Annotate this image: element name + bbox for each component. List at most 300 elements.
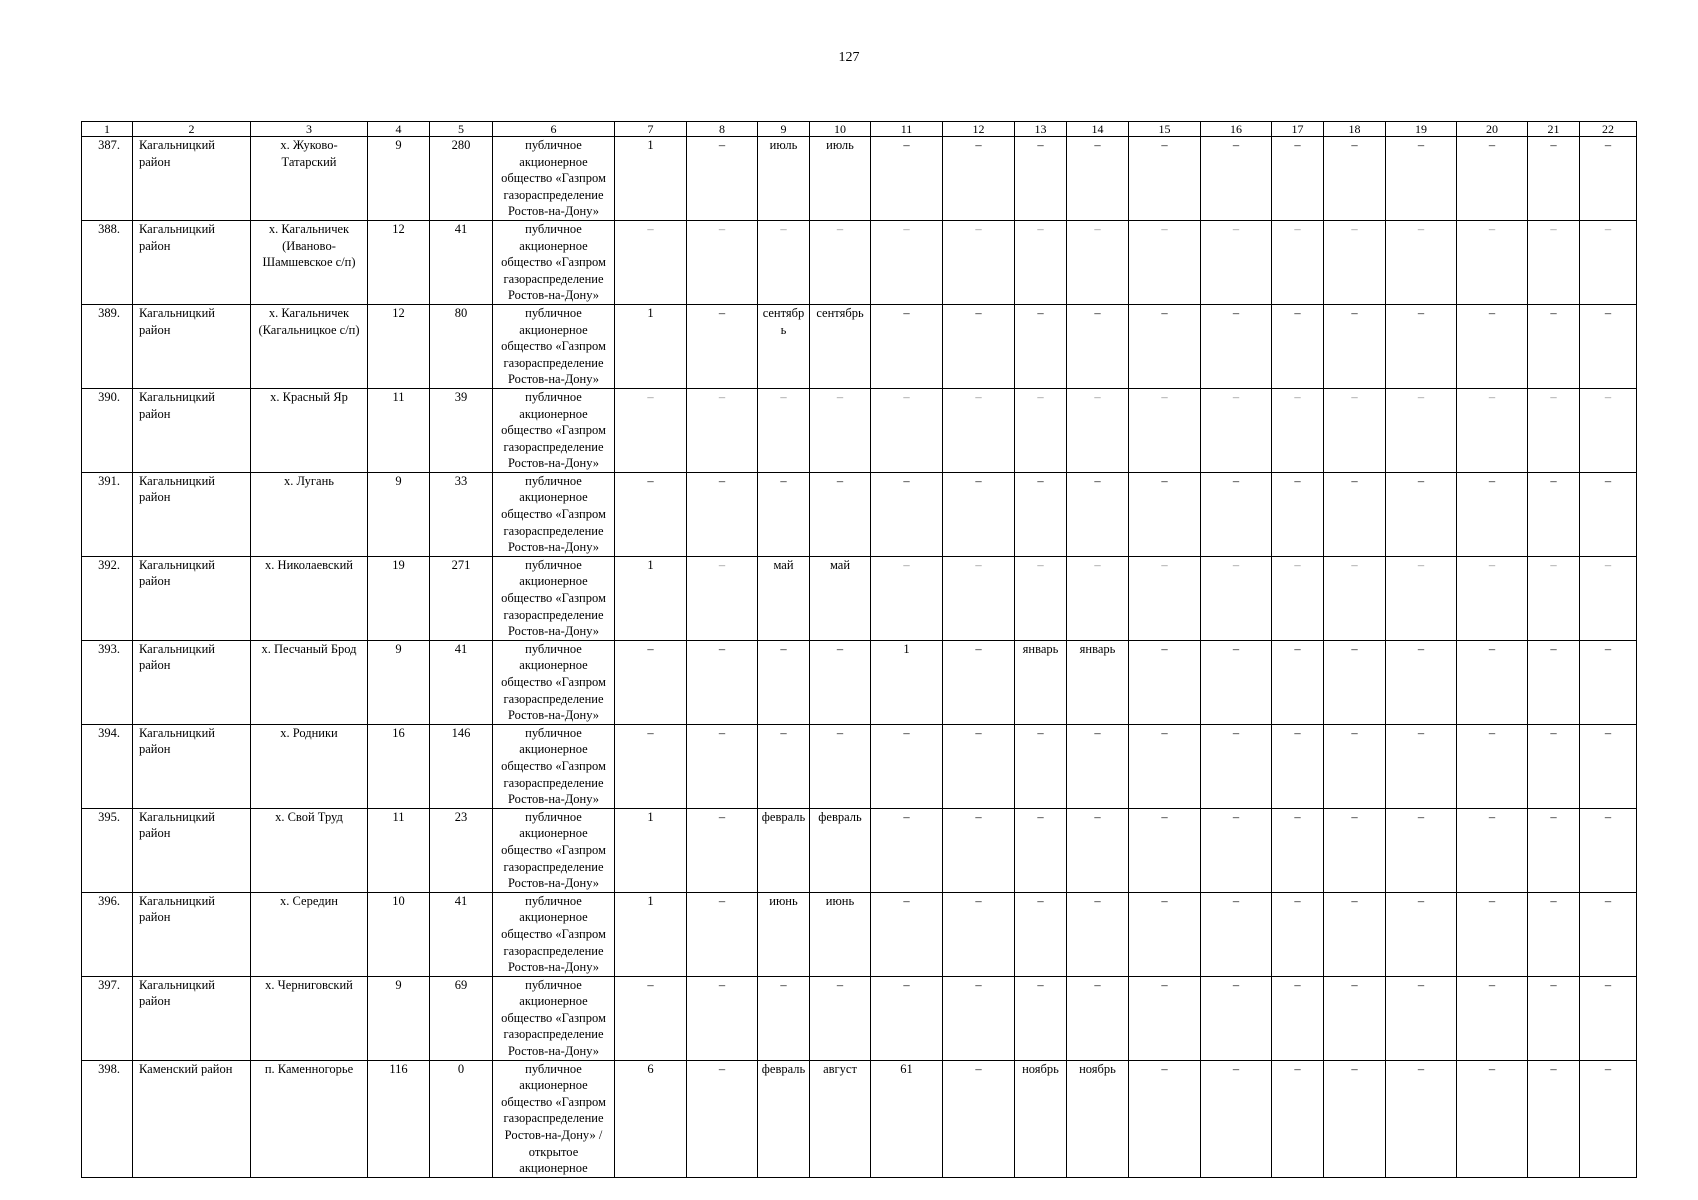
table-cell-col-7: 1 [615, 137, 687, 221]
table-cell-col-1: 395. [82, 808, 133, 892]
table-cell-col-10: – [810, 472, 871, 556]
table-cell-col-20: – [1457, 472, 1528, 556]
table-cell-col-14: – [1067, 220, 1129, 304]
table-cell-col-6: публичное акционерное общество «Газпром газораспределение Ростов-на-Дону» / открытое акционерное [493, 1060, 615, 1177]
table-cell-col-3: х. Середин [251, 892, 368, 976]
table-cell-col-11: – [871, 892, 943, 976]
table-cell-col-21: – [1528, 472, 1580, 556]
column-header-13: 13 [1015, 122, 1067, 137]
table-cell-col-5: 41 [430, 220, 493, 304]
table-cell-col-13: ноябрь [1015, 1060, 1067, 1177]
table-cell-col-6: публичное акционерное общество «Газпром газораспределение Ростов-на-Дону» [493, 640, 615, 724]
table-cell-col-21: – [1528, 304, 1580, 388]
table-cell-col-10: – [810, 976, 871, 1060]
table-cell-col-9: февраль [758, 808, 810, 892]
table-cell-col-20: – [1457, 1060, 1528, 1177]
table-cell-col-10: – [810, 724, 871, 808]
table-cell-col-9: – [758, 472, 810, 556]
table-cell-col-18: – [1324, 640, 1386, 724]
table-cell-col-7: – [615, 220, 687, 304]
table-cell-col-14: ноябрь [1067, 1060, 1129, 1177]
table-cell-col-5: 0 [430, 1060, 493, 1177]
table-cell-col-12: – [943, 1060, 1015, 1177]
table-cell-col-16: – [1201, 724, 1272, 808]
table-cell-col-14: – [1067, 137, 1129, 221]
table-cell-col-16: – [1201, 304, 1272, 388]
table-cell-col-3: х. Жуково-Татарский [251, 137, 368, 221]
column-header-11: 11 [871, 122, 943, 137]
table-row [82, 137, 1637, 221]
table-cell-col-9: май [758, 556, 810, 640]
table-cell-col-6: публичное акционерное общество «Газпром газораспределение Ростов-на-Дону» [493, 724, 615, 808]
column-header-5: 5 [430, 122, 493, 137]
table-cell-col-20: – [1457, 892, 1528, 976]
table-cell-col-8: – [687, 220, 758, 304]
table-cell-col-2: Кагальницкий район [133, 808, 251, 892]
column-header-10: 10 [810, 122, 871, 137]
table-cell-col-3: х. Свой Труд [251, 808, 368, 892]
table-cell-col-12: – [943, 304, 1015, 388]
table-cell-col-14: – [1067, 556, 1129, 640]
table-cell-col-2: Кагальницкий район [133, 388, 251, 472]
table-cell-col-17: – [1272, 976, 1324, 1060]
table-cell-col-8: – [687, 556, 758, 640]
table-cell-col-3: х. Красный Яр [251, 388, 368, 472]
table-cell-col-12: – [943, 640, 1015, 724]
table-row [82, 976, 1637, 1060]
table-cell-col-17: – [1272, 892, 1324, 976]
column-header-12: 12 [943, 122, 1015, 137]
table-cell-col-16: – [1201, 976, 1272, 1060]
table-cell-col-19: – [1386, 808, 1457, 892]
column-header-22: 22 [1580, 122, 1637, 137]
table-cell-col-12: – [943, 556, 1015, 640]
table-cell-col-8: – [687, 472, 758, 556]
table-cell-col-2: Кагальницкий район [133, 640, 251, 724]
table-cell-col-17: – [1272, 220, 1324, 304]
table-cell-col-9: сентябрь [758, 304, 810, 388]
table-cell-col-14: – [1067, 724, 1129, 808]
table-cell-col-9: – [758, 220, 810, 304]
table-cell-col-13: – [1015, 556, 1067, 640]
table-cell-col-12: – [943, 472, 1015, 556]
table-cell-col-22: – [1580, 1060, 1637, 1177]
table-cell-col-3: х. Песчаный Брод [251, 640, 368, 724]
column-header-6: 6 [493, 122, 615, 137]
table-row [82, 556, 1637, 640]
table-cell-col-12: – [943, 388, 1015, 472]
table-cell-col-10: май [810, 556, 871, 640]
table-cell-col-21: – [1528, 1060, 1580, 1177]
table-cell-col-14: январь [1067, 640, 1129, 724]
table-cell-col-1: 396. [82, 892, 133, 976]
table-cell-col-17: – [1272, 640, 1324, 724]
table-cell-col-17: – [1272, 304, 1324, 388]
table-cell-col-17: – [1272, 137, 1324, 221]
page-number: 127 [838, 50, 860, 65]
table-cell-col-3: х. Родники [251, 724, 368, 808]
table-cell-col-5: 271 [430, 556, 493, 640]
table-cell-col-17: – [1272, 556, 1324, 640]
table-cell-col-6: публичное акционерное общество «Газпром газораспределение Ростов-на-Дону» [493, 304, 615, 388]
table-cell-col-19: – [1386, 220, 1457, 304]
table-row [82, 220, 1637, 304]
table-cell-col-21: – [1528, 137, 1580, 221]
table-cell-col-10: февраль [810, 808, 871, 892]
table-cell-col-19: – [1386, 137, 1457, 221]
table-cell-col-3: х. Николаевский [251, 556, 368, 640]
table-cell-col-14: – [1067, 976, 1129, 1060]
column-header-17: 17 [1272, 122, 1324, 137]
table-cell-col-11: – [871, 724, 943, 808]
table-cell-col-9: – [758, 976, 810, 1060]
table-cell-col-12: – [943, 220, 1015, 304]
table-cell-col-22: – [1580, 976, 1637, 1060]
table-cell-col-16: – [1201, 472, 1272, 556]
table-cell-col-19: – [1386, 976, 1457, 1060]
table-cell-col-7: – [615, 640, 687, 724]
table-cell-col-3: х. Черниговский [251, 976, 368, 1060]
table-cell-col-21: – [1528, 556, 1580, 640]
column-header-21: 21 [1528, 122, 1580, 137]
table-cell-col-4: 9 [368, 472, 430, 556]
table-cell-col-15: – [1129, 388, 1201, 472]
table-cell-col-15: – [1129, 304, 1201, 388]
table-cell-col-12: – [943, 808, 1015, 892]
table-cell-col-19: – [1386, 1060, 1457, 1177]
table-cell-col-2: Кагальницкий район [133, 472, 251, 556]
table-cell-col-10: август [810, 1060, 871, 1177]
table-cell-col-3: х. Кагальничек (Кагальницкое с/п) [251, 304, 368, 388]
table-cell-col-15: – [1129, 1060, 1201, 1177]
table-cell-col-5: 33 [430, 472, 493, 556]
table-cell-col-13: – [1015, 472, 1067, 556]
table-cell-col-7: – [615, 472, 687, 556]
table-cell-col-21: – [1528, 640, 1580, 724]
table-cell-col-20: – [1457, 388, 1528, 472]
table-cell-col-21: – [1528, 976, 1580, 1060]
table-cell-col-7: 1 [615, 808, 687, 892]
table-cell-col-13: – [1015, 304, 1067, 388]
table-cell-col-5: 69 [430, 976, 493, 1060]
table-cell-col-18: – [1324, 388, 1386, 472]
table-cell-col-12: – [943, 724, 1015, 808]
table-cell-col-18: – [1324, 304, 1386, 388]
table-cell-col-5: 23 [430, 808, 493, 892]
table-cell-col-5: 41 [430, 892, 493, 976]
table-cell-col-2: Кагальницкий район [133, 976, 251, 1060]
table-cell-col-10: – [810, 640, 871, 724]
table-cell-col-21: – [1528, 388, 1580, 472]
table-cell-col-16: – [1201, 640, 1272, 724]
table-cell-col-7: – [615, 724, 687, 808]
table-cell-col-15: – [1129, 472, 1201, 556]
table-cell-col-20: – [1457, 220, 1528, 304]
table-cell-col-1: 397. [82, 976, 133, 1060]
table-cell-col-13: – [1015, 808, 1067, 892]
table-cell-col-4: 16 [368, 724, 430, 808]
table-cell-col-20: – [1457, 304, 1528, 388]
table-cell-col-4: 116 [368, 1060, 430, 1177]
table-cell-col-11: 61 [871, 1060, 943, 1177]
table-cell-col-19: – [1386, 724, 1457, 808]
table-cell-col-12: – [943, 892, 1015, 976]
column-header-19: 19 [1386, 122, 1457, 137]
table-cell-col-1: 389. [82, 304, 133, 388]
table-cell-col-8: – [687, 388, 758, 472]
table-cell-col-8: – [687, 892, 758, 976]
table-body [82, 137, 1637, 1178]
table-cell-col-14: – [1067, 304, 1129, 388]
table-cell-col-16: – [1201, 388, 1272, 472]
table-cell-col-16: – [1201, 137, 1272, 221]
table-cell-col-8: – [687, 640, 758, 724]
table-cell-col-9: – [758, 724, 810, 808]
table-cell-col-15: – [1129, 220, 1201, 304]
table-cell-col-3: п. Каменногорье [251, 1060, 368, 1177]
table-cell-col-16: – [1201, 556, 1272, 640]
table-cell-col-11: – [871, 137, 943, 221]
gasification-table [81, 121, 1637, 1178]
table-cell-col-12: – [943, 137, 1015, 221]
table-cell-col-15: – [1129, 976, 1201, 1060]
table-cell-col-10: – [810, 220, 871, 304]
table-cell-col-7: – [615, 976, 687, 1060]
table-cell-col-14: – [1067, 808, 1129, 892]
table-cell-col-18: – [1324, 1060, 1386, 1177]
table-cell-col-17: – [1272, 1060, 1324, 1177]
table-cell-col-1: 394. [82, 724, 133, 808]
table-cell-col-2: Кагальницкий район [133, 220, 251, 304]
table-cell-col-20: – [1457, 976, 1528, 1060]
table-cell-col-4: 19 [368, 556, 430, 640]
table-cell-col-1: 391. [82, 472, 133, 556]
table-cell-col-16: – [1201, 808, 1272, 892]
table-row [82, 808, 1637, 892]
table-row [82, 388, 1637, 472]
table-cell-col-13: – [1015, 724, 1067, 808]
table-cell-col-8: – [687, 808, 758, 892]
table-cell-col-18: – [1324, 556, 1386, 640]
table-cell-col-21: – [1528, 808, 1580, 892]
table-cell-col-22: – [1580, 892, 1637, 976]
table-cell-col-16: – [1201, 1060, 1272, 1177]
table-cell-col-8: – [687, 724, 758, 808]
table-cell-col-18: – [1324, 472, 1386, 556]
table-cell-col-13: – [1015, 220, 1067, 304]
table-cell-col-11: – [871, 220, 943, 304]
table-cell-col-2: Каменский район [133, 1060, 251, 1177]
table-cell-col-2: Кагальницкий район [133, 892, 251, 976]
table-cell-col-11: – [871, 976, 943, 1060]
table-cell-col-16: – [1201, 220, 1272, 304]
table-cell-col-9: июль [758, 137, 810, 221]
table-cell-col-11: – [871, 556, 943, 640]
table-cell-col-11: – [871, 388, 943, 472]
table-cell-col-1: 387. [82, 137, 133, 221]
table-cell-col-5: 80 [430, 304, 493, 388]
table-cell-col-20: – [1457, 724, 1528, 808]
table-cell-col-19: – [1386, 640, 1457, 724]
table-cell-col-18: – [1324, 137, 1386, 221]
table-cell-col-6: публичное акционерное общество «Газпром газораспределение Ростов-на-Дону» [493, 808, 615, 892]
table-cell-col-17: – [1272, 724, 1324, 808]
table-cell-col-9: февраль [758, 1060, 810, 1177]
table-cell-col-8: – [687, 1060, 758, 1177]
table-cell-col-6: публичное акционерное общество «Газпром газораспределение Ростов-на-Дону» [493, 976, 615, 1060]
table-cell-col-1: 390. [82, 388, 133, 472]
table-cell-col-18: – [1324, 808, 1386, 892]
table-cell-col-10: июнь [810, 892, 871, 976]
table-cell-col-20: – [1457, 137, 1528, 221]
table-cell-col-19: – [1386, 304, 1457, 388]
table-cell-col-17: – [1272, 472, 1324, 556]
table-cell-col-6: публичное акционерное общество «Газпром газораспределение Ростов-на-Дону» [493, 472, 615, 556]
table-cell-col-1: 388. [82, 220, 133, 304]
table-cell-col-7: 6 [615, 1060, 687, 1177]
table-cell-col-5: 41 [430, 640, 493, 724]
table-cell-col-4: 9 [368, 137, 430, 221]
table-cell-col-17: – [1272, 388, 1324, 472]
table-cell-col-22: – [1580, 808, 1637, 892]
table-cell-col-4: 12 [368, 220, 430, 304]
table-cell-col-18: – [1324, 976, 1386, 1060]
table-cell-col-13: – [1015, 976, 1067, 1060]
table-cell-col-13: – [1015, 137, 1067, 221]
column-header-9: 9 [758, 122, 810, 137]
table-cell-col-7: – [615, 388, 687, 472]
table-cell-col-8: – [687, 304, 758, 388]
table-cell-col-6: публичное акционерное общество «Газпром газораспределение Ростов-на-Дону» [493, 388, 615, 472]
table-cell-col-11: 1 [871, 640, 943, 724]
table-cell-col-10: сентябрь [810, 304, 871, 388]
table-cell-col-19: – [1386, 472, 1457, 556]
table-cell-col-1: 392. [82, 556, 133, 640]
table-cell-col-16: – [1201, 892, 1272, 976]
table-cell-col-4: 11 [368, 808, 430, 892]
table-cell-col-10: июль [810, 137, 871, 221]
table-cell-col-2: Кагальницкий район [133, 137, 251, 221]
table-cell-col-21: – [1528, 220, 1580, 304]
table-cell-col-19: – [1386, 556, 1457, 640]
table-row [82, 472, 1637, 556]
table-cell-col-11: – [871, 808, 943, 892]
table-cell-col-6: публичное акционерное общество «Газпром газораспределение Ростов-на-Дону» [493, 556, 615, 640]
table-cell-col-2: Кагальницкий район [133, 724, 251, 808]
table-cell-col-6: публичное акционерное общество «Газпром газораспределение Ростов-на-Дону» [493, 892, 615, 976]
column-header-8: 8 [687, 122, 758, 137]
table-cell-col-19: – [1386, 892, 1457, 976]
table-row [82, 1060, 1637, 1177]
table-row [82, 304, 1637, 388]
table-cell-col-15: – [1129, 640, 1201, 724]
table-cell-col-13: – [1015, 892, 1067, 976]
table-cell-col-22: – [1580, 472, 1637, 556]
table-cell-col-4: 9 [368, 976, 430, 1060]
column-header-16: 16 [1201, 122, 1272, 137]
table-cell-col-5: 280 [430, 137, 493, 221]
table-cell-col-5: 146 [430, 724, 493, 808]
table-cell-col-4: 10 [368, 892, 430, 976]
table-cell-col-13: январь [1015, 640, 1067, 724]
table-cell-col-7: 1 [615, 556, 687, 640]
table-cell-col-7: 1 [615, 304, 687, 388]
table-cell-col-14: – [1067, 472, 1129, 556]
table-cell-col-2: Кагальницкий район [133, 556, 251, 640]
column-header-4: 4 [368, 122, 430, 137]
table-cell-col-19: – [1386, 388, 1457, 472]
table-cell-col-18: – [1324, 892, 1386, 976]
table-row [82, 892, 1637, 976]
table-cell-col-9: – [758, 640, 810, 724]
table-cell-col-7: 1 [615, 892, 687, 976]
table-cell-col-11: – [871, 304, 943, 388]
table-cell-col-14: – [1067, 892, 1129, 976]
table-cell-col-10: – [810, 388, 871, 472]
table-cell-col-13: – [1015, 388, 1067, 472]
table-cell-col-15: – [1129, 137, 1201, 221]
table-cell-col-5: 39 [430, 388, 493, 472]
table-cell-col-3: х. Кагальничек (Ивановo-Шамшевское с/п) [251, 220, 368, 304]
table-cell-col-15: – [1129, 556, 1201, 640]
table-cell-col-1: 398. [82, 1060, 133, 1177]
column-header-14: 14 [1067, 122, 1129, 137]
table-cell-col-18: – [1324, 220, 1386, 304]
table-cell-col-22: – [1580, 640, 1637, 724]
column-header-1: 1 [82, 122, 133, 137]
table-cell-col-22: – [1580, 724, 1637, 808]
table-cell-col-8: – [687, 137, 758, 221]
column-header-7: 7 [615, 122, 687, 137]
table-cell-col-22: – [1580, 304, 1637, 388]
table-cell-col-17: – [1272, 808, 1324, 892]
table-row [82, 724, 1637, 808]
table-cell-col-22: – [1580, 220, 1637, 304]
column-header-18: 18 [1324, 122, 1386, 137]
table-cell-col-20: – [1457, 556, 1528, 640]
table-cell-col-22: – [1580, 556, 1637, 640]
table-cell-col-9: июнь [758, 892, 810, 976]
table-cell-col-9: – [758, 388, 810, 472]
table-cell-col-4: 12 [368, 304, 430, 388]
table-cell-col-14: – [1067, 388, 1129, 472]
column-number-row [82, 122, 1637, 137]
column-header-3: 3 [251, 122, 368, 137]
column-header-20: 20 [1457, 122, 1528, 137]
table-row [82, 640, 1637, 724]
table-cell-col-6: публичное акционерное общество «Газпром газораспределение Ростов-на-Дону» [493, 137, 615, 221]
table-cell-col-2: Кагальницкий район [133, 304, 251, 388]
table-cell-col-21: – [1528, 892, 1580, 976]
table-cell-col-15: – [1129, 724, 1201, 808]
table-cell-col-6: публичное акционерное общество «Газпром газораспределение Ростов-на-Дону» [493, 220, 615, 304]
table-cell-col-22: – [1580, 388, 1637, 472]
table-cell-col-20: – [1457, 808, 1528, 892]
table-cell-col-1: 393. [82, 640, 133, 724]
table-cell-col-15: – [1129, 892, 1201, 976]
table-cell-col-4: 11 [368, 388, 430, 472]
table-cell-col-11: – [871, 472, 943, 556]
table-cell-col-15: – [1129, 808, 1201, 892]
column-header-15: 15 [1129, 122, 1201, 137]
table-cell-col-22: – [1580, 137, 1637, 221]
table-cell-col-20: – [1457, 640, 1528, 724]
table-cell-col-18: – [1324, 724, 1386, 808]
table-cell-col-4: 9 [368, 640, 430, 724]
table-cell-col-8: – [687, 976, 758, 1060]
column-header-2: 2 [133, 122, 251, 137]
table-cell-col-21: – [1528, 724, 1580, 808]
